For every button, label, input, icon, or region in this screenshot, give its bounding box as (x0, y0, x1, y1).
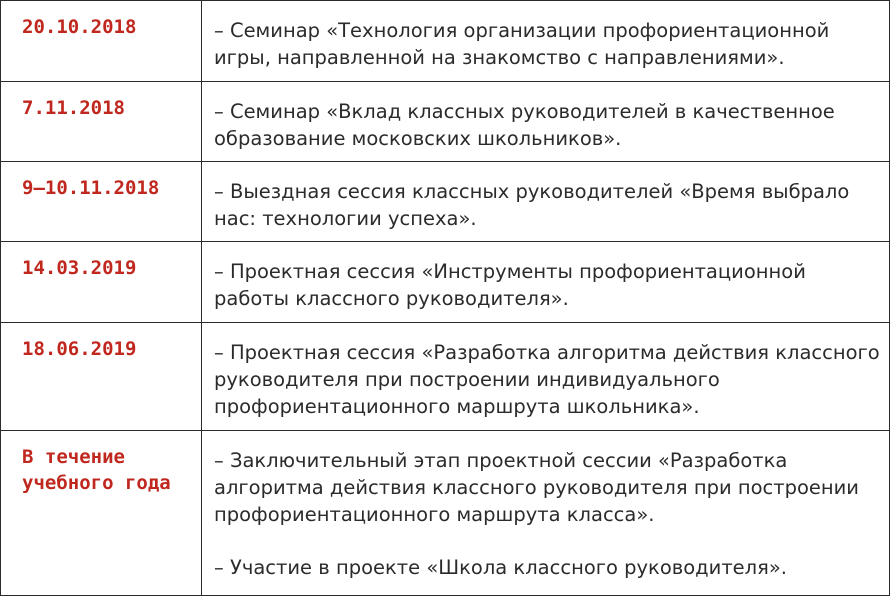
table-row (1, 323, 890, 431)
event-date: В течение учебного года (22, 446, 171, 494)
event-description: – Заключительный этап проектной сессии «Разработка алгоритма действия классного руководителя при построении профориентационного маршрута класса». (214, 449, 859, 526)
event-date: 18.06.2019 (22, 338, 137, 360)
event-description: – Семинар «Технология организации профориентационной игры, направленной на знакомство с направлениями». (214, 19, 830, 69)
event-date: 20.10.2018 (22, 16, 137, 38)
event-description: – Участие в проекте «Школа классного руководителя». (214, 556, 788, 579)
date-cell (1, 82, 202, 162)
event-description: – Проектная сессия «Разработка алгоритма действия классного руководителя при построении индивидуального профориентационного маршрута школьника». (214, 341, 880, 418)
table-row (1, 431, 890, 596)
table-row (1, 1, 890, 82)
event-date: 9–10.11.2018 (22, 177, 160, 199)
event-description: – Выездная сессия классных руководителей «Время выбрало нас: технологии успеха». (214, 180, 850, 230)
event-description: – Семинар «Вклад классных руководителей в качественное образование московских школьников». (214, 100, 835, 150)
table-row (1, 242, 890, 323)
event-description: – Проектная сессия «Инструменты профориентационной работы классного руководителя». (214, 260, 806, 310)
event-date: 7.11.2018 (22, 97, 125, 119)
date-cell (1, 242, 202, 323)
description-cell (202, 431, 890, 596)
description-cell (202, 162, 890, 242)
date-cell (1, 162, 202, 242)
date-cell (1, 1, 202, 82)
table-row (1, 162, 890, 242)
description-cell (202, 1, 890, 82)
description-cell (202, 323, 890, 431)
date-cell (1, 323, 202, 431)
event-date: 14.03.2019 (22, 257, 137, 279)
table-row (1, 82, 890, 162)
description-cell (202, 82, 890, 162)
date-cell (1, 431, 202, 596)
description-cell (202, 242, 890, 323)
